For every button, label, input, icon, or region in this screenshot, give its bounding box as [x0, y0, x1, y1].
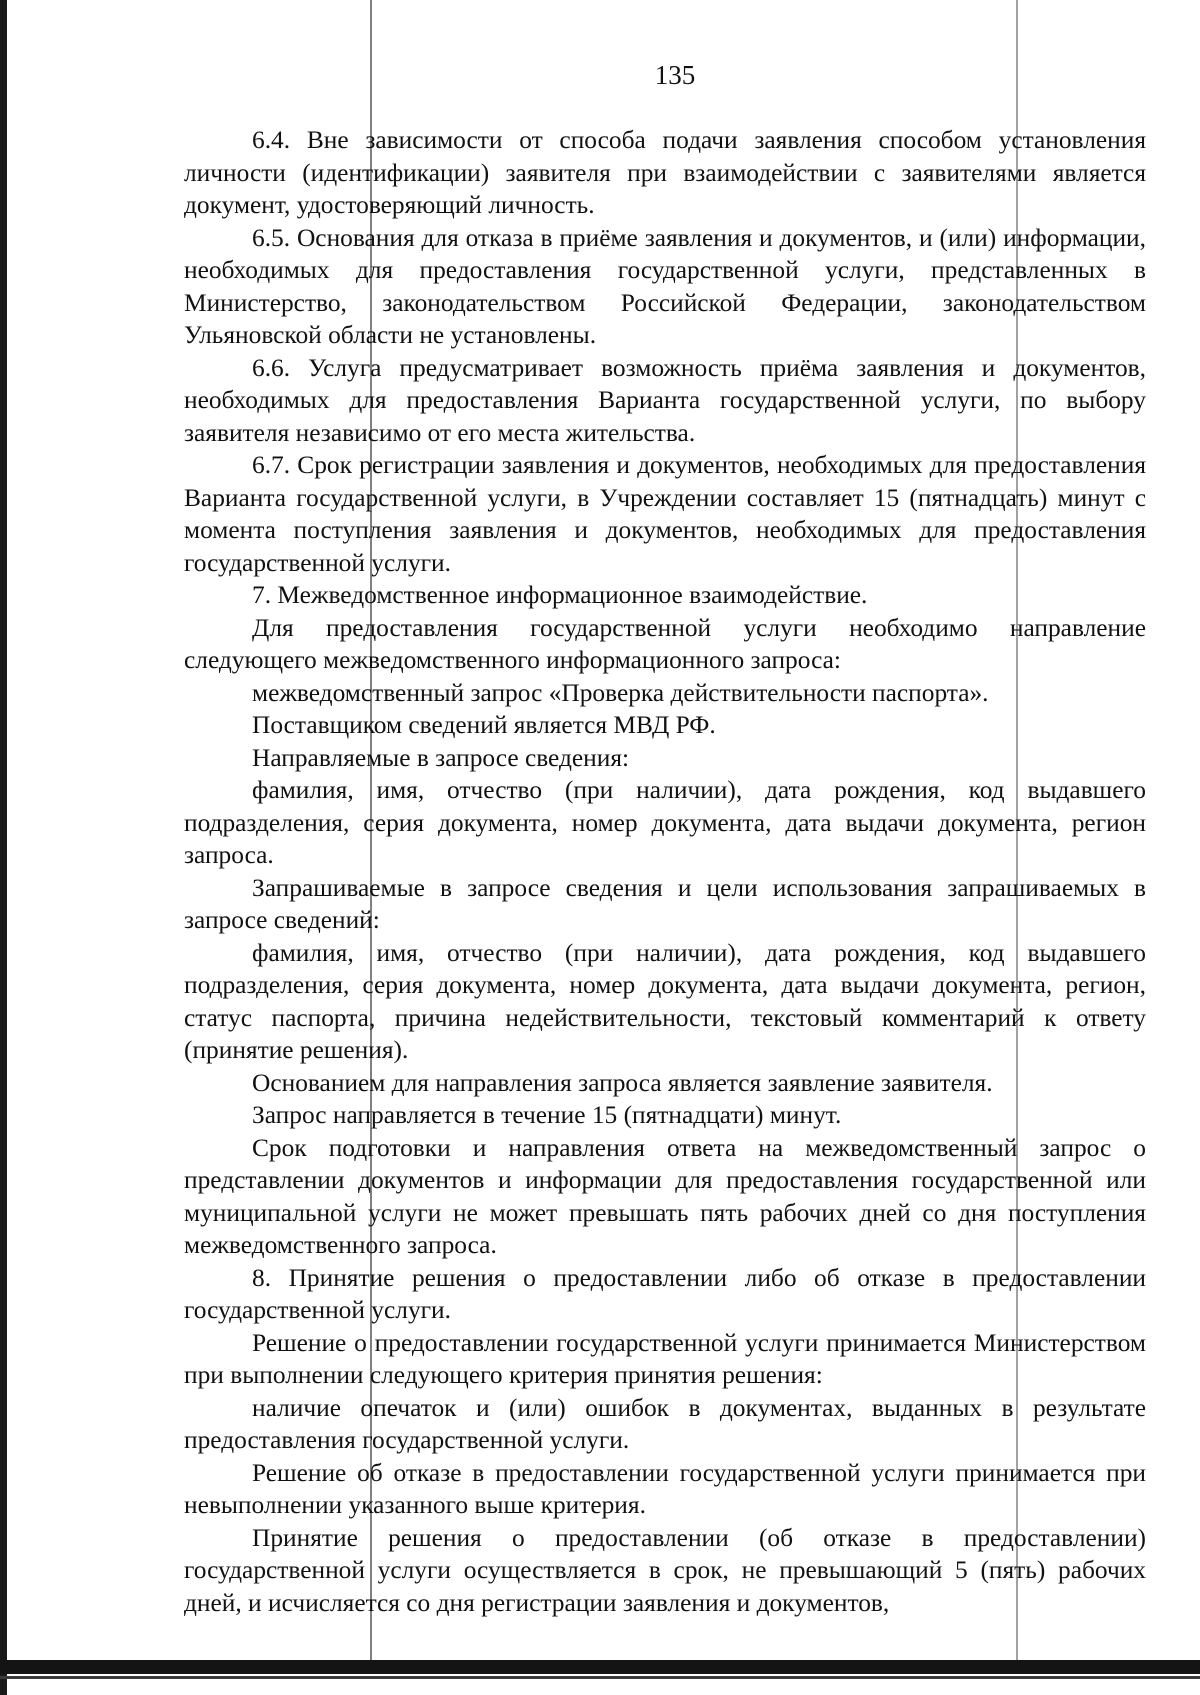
paragraph: фамилия, имя, отчество (при наличии), дата рождения, код выдавшего подразделения, серия документа, номер документа, дата выдачи документа, регион, статус паспорта, причина недействительности, текстовый комментарий к ответу (принятие решения).: [184, 938, 1146, 1064]
scan-bottom-edge: [0, 1676, 1200, 1679]
page-number: 135: [654, 60, 696, 90]
document-body: [184, 124, 1146, 1619]
paragraph: Решение о предоставлении государственной услуги принимается Министерством при выполнении следующего критерия принятия решения:: [184, 1328, 1146, 1389]
paragraph: Направляемые в запросе сведения:: [252, 743, 630, 772]
paragraph: 6.4. Вне зависимости от способа подачи заявления способом установления личности (идентификации) заявителя при взаимодействии с заявителями является документ, удостоверяющий личность.: [184, 126, 1146, 219]
paragraph: Поставщиком сведений является МВД РФ.: [252, 711, 716, 739]
paragraph: Запрос направляется в течение 15 (пятнадцати) минут.: [252, 1101, 842, 1129]
paragraph: 6.6. Услуга предусматривает возможность приёма заявления и документов, необходимых для предоставления Варианта государственной услуги, по выбору заявителя независимо от его места жительства.: [184, 353, 1146, 447]
paragraph: Основанием для направления запроса является заявление заявителя.: [252, 1068, 993, 1097]
section-heading: 7. Межведомственное информационное взаимодействие.: [252, 581, 868, 609]
paragraph: фамилия, имя, отчество (при наличии), дата рождения, код выдавшего подразделения, серия документа, номер документа, дата выдачи документа, регион запроса.: [184, 776, 1146, 869]
paragraph: Для предоставления государственной услуги необходимо направление следующего межведомственного информационного запроса:: [184, 613, 1146, 674]
paragraph: Решение об отказе в предоставлении государственной услуги принимается при невыполнении указанного выше критерия.: [184, 1458, 1146, 1519]
paragraph: Запрашиваемые в запросе сведения и цели использования запрашиваемых в запросе сведений:: [184, 873, 1146, 934]
scan-bottom-edge: [0, 1660, 1200, 1674]
paragraph: наличие опечаток и (или) ошибок в документах, выданных в результате предоставления государственной услуги.: [184, 1393, 1146, 1454]
paragraph: 6.5. Основания для отказа в приёме заявления и документов, и (или) информации, необходимых для предоставления государственной услуги, представленных в Министерство, законодательством Российской Федерации, законодательством Ульяновской области не установлены.: [184, 223, 1146, 349]
paragraph: межведомственный запрос «Проверка действительности паспорта».: [252, 678, 989, 707]
scan-left-edge: [0, 0, 7, 1695]
section-heading: 8. Принятие решения о предоставлении либо об отказе в предоставлении государственной услуги.: [184, 1263, 1146, 1324]
paragraph: Срок подготовки и направления ответа на межведомственный запрос о представлении документов и информации для предоставления государственной или муниципальной услуги не может превышать пять рабочих дней со дня поступления межведомственного запроса.: [184, 1133, 1146, 1259]
paragraph: Принятие решения о предоставлении (об отказе в предоставлении) государственной услуги осуществляется в срок, не превышающий 5 (пять) рабочих дней, и исчисляется со дня регистрации заявления и документов,: [184, 1523, 1146, 1617]
paragraph: 6.7. Срок регистрации заявления и документов, необходимых для предоставления Варианта государственной услуги, в Учреждении составляет 15 (пятнадцать) минут с момента поступления заявления и документов, необходимых для предоставления государственной услуги.: [184, 451, 1146, 577]
